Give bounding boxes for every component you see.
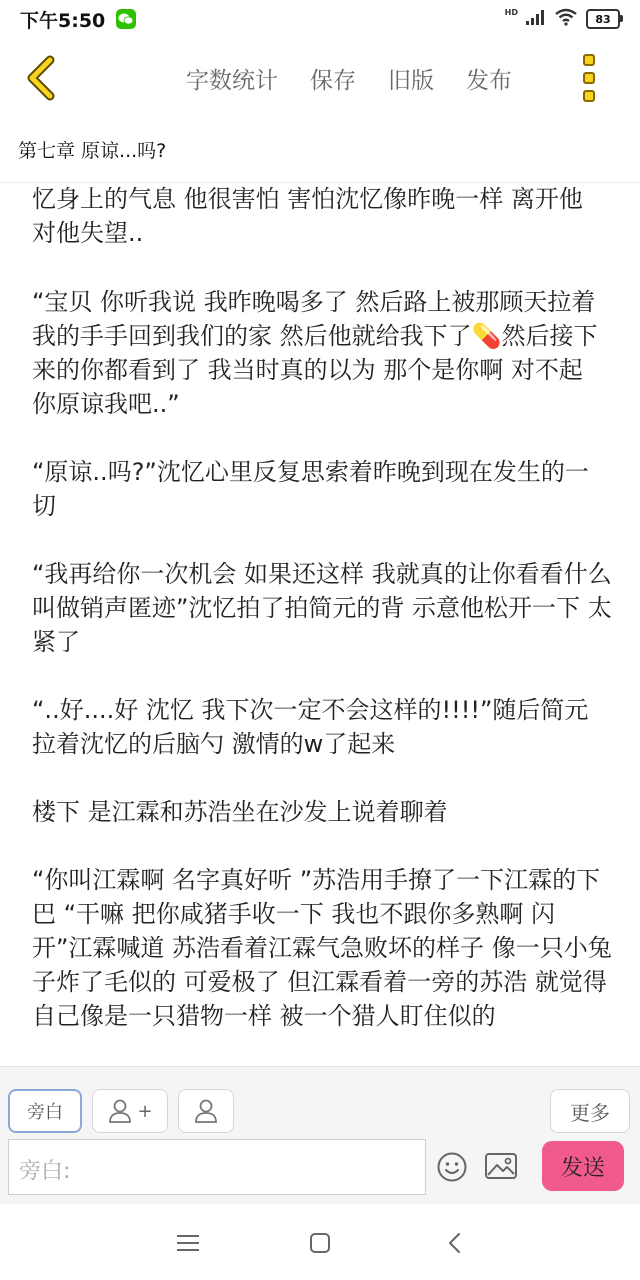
old-version-button[interactable]: 旧版 [388,68,434,94]
wechat-notification-icon [116,9,136,29]
back-triangle-icon [446,1232,464,1254]
system-nav-bar [0,1204,640,1280]
more-button[interactable]: 更多 [550,1089,630,1133]
paragraph: “宝贝 你听我说 我昨晚喝多了 然后路上被那顾天拉着我的手手回到我们的家 然后他就给我下了💊然后接下来的你都看到了 我当时真的以为 那个是你啊 对不起 你原谅我吧..” [32,288,598,418]
add-user-icon [107,1098,133,1124]
toolbar-actions [186,62,512,95]
chapter-content[interactable] [0,183,640,1066]
editor-toolbar [0,40,640,118]
home-nav-button[interactable] [305,1228,335,1258]
back-button[interactable] [22,54,62,102]
paragraph: “你叫江霖啊 名字真好听 ”苏浩用手撩了一下江霖的下巴 “干嘛 把你咸猪手收一下 我也不跟你多熟啊 闪开”江霖喊道 苏浩看着江霖气急败坏的样子 像一只小兔子炸了毛似的 可爱极了 但江霖看着一旁的苏浩 就觉得自己像是一只猎物一样 被一个猎人盯住似的 [32,866,612,1030]
image-icon[interactable] [484,1151,518,1181]
status-indicators [505,8,620,30]
more-vertical-icon[interactable] [578,54,600,102]
character-role-button[interactable] [178,1089,234,1133]
narration-role-button[interactable]: 旁白 [8,1089,82,1133]
chapter-title: 第七章 原谅...吗? [18,140,167,162]
signal-icon [526,9,546,29]
add-label: + [137,1100,153,1122]
add-role-button[interactable] [92,1089,168,1133]
chevron-left-icon [22,54,62,102]
paragraph: “..好....好 沈忆 我下次一定不会这样的!!!!”随后简元拉着沈忆的后脑勺 激情的w了起来 [32,696,589,758]
emoji-icon[interactable] [436,1151,468,1183]
message-input[interactable]: 旁白: [8,1139,426,1195]
word-count-button[interactable]: 字数统计 [186,68,278,94]
publish-button[interactable]: 发布 [466,68,512,94]
paragraph: “原谅..吗?”沈忆心里反复思索着昨晚到现在发生的一切 [32,458,589,520]
home-square-icon [309,1232,331,1254]
menu-nav-button[interactable] [173,1228,203,1258]
composer-panel [0,1066,640,1205]
save-button[interactable]: 保存 [310,68,356,94]
paragraph: “我再给你一次机会 如果还这样 我就真的让你看看什么叫做销声匿迹”沈忆拍了拍简元的背 示意他松开一下 太紧了 [32,560,612,656]
user-icon [193,1098,219,1124]
battery-indicator: 83 [586,9,620,29]
send-button[interactable]: 发送 [542,1141,624,1191]
status-bar [0,0,640,40]
menu-icon [177,1234,199,1252]
back-nav-button[interactable] [440,1228,470,1258]
paragraph: 忆身上的气息 他很害怕 害怕沈忆像昨晚一样 离开他 对他失望.. [32,185,583,247]
paragraph-list [32,183,612,1066]
paragraph: 楼下 是江霖和苏浩坐在沙发上说着聊着 [32,798,448,826]
network-type-label: HD [504,8,518,17]
status-time: 下午5:50 [20,10,106,32]
wifi-icon [554,8,578,30]
